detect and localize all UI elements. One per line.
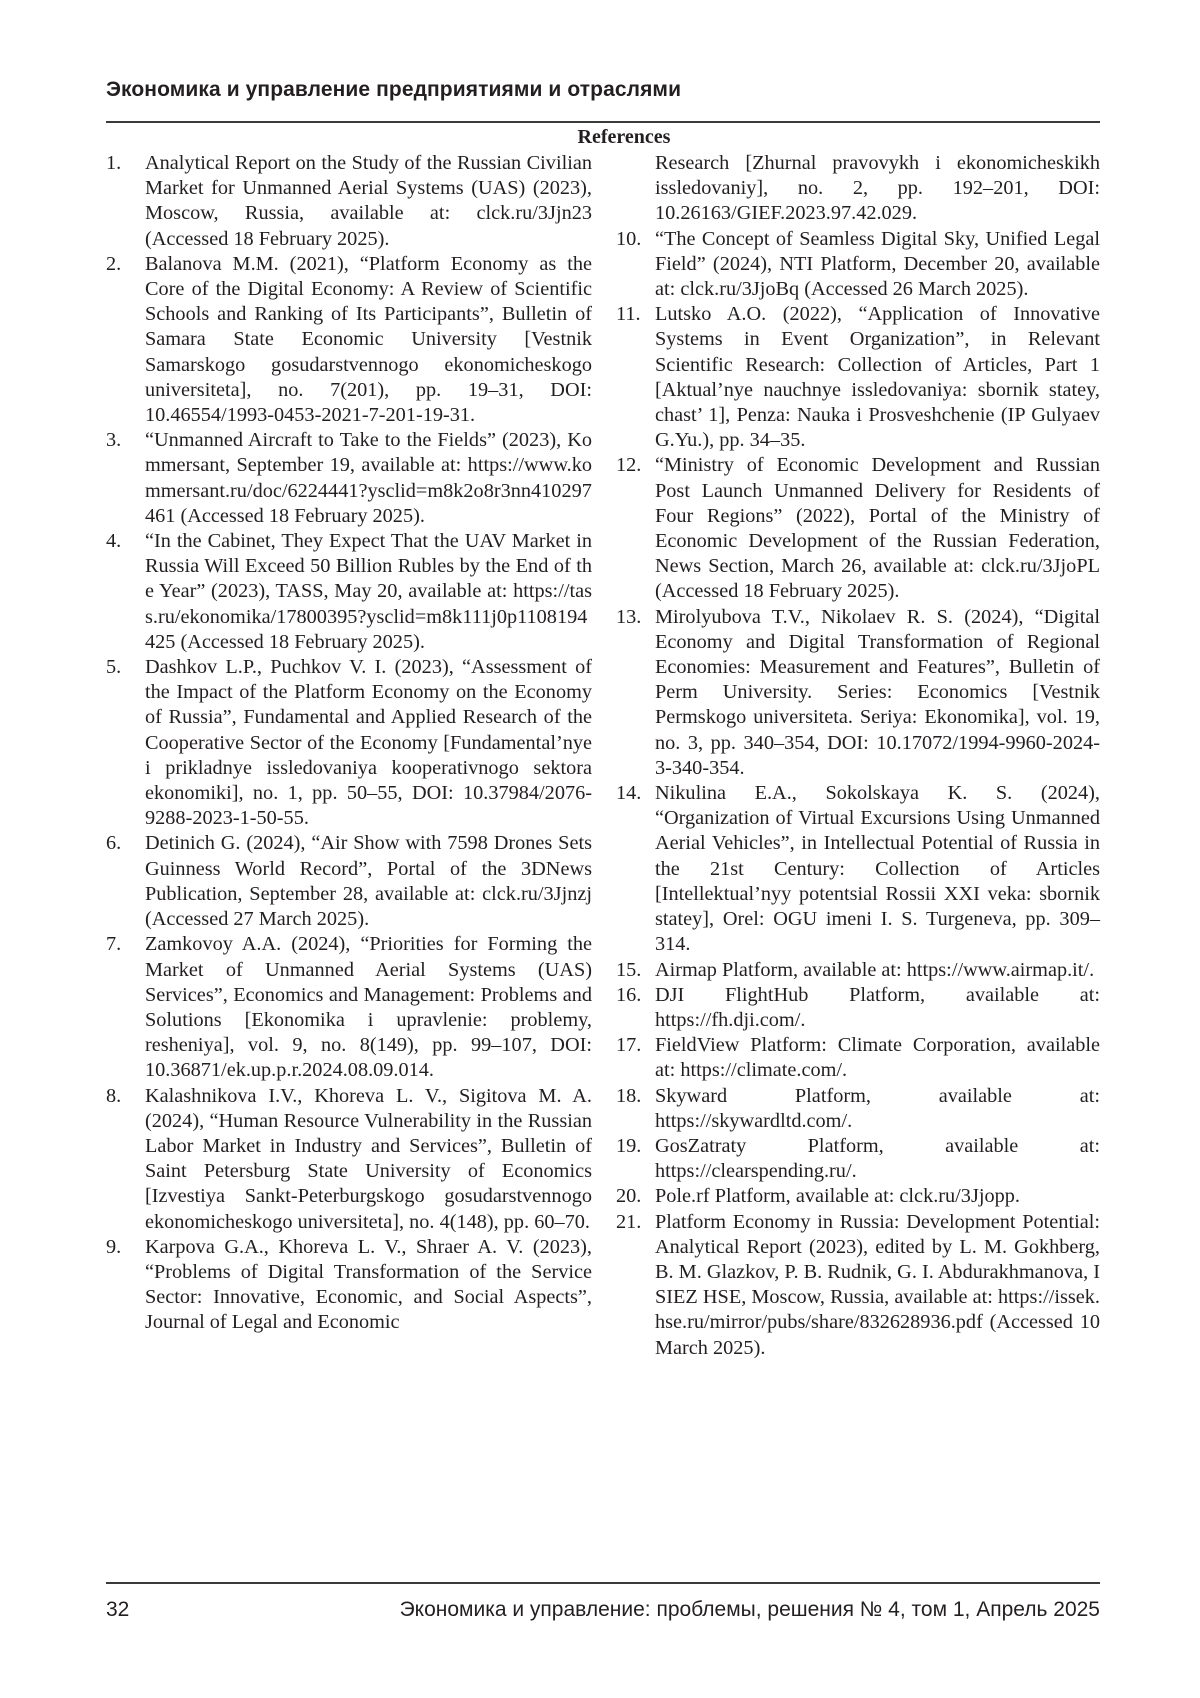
reference-item <box>616 453 1100 604</box>
reference-number: 14. <box>616 782 642 805</box>
reference-number: 13. <box>616 605 642 628</box>
reference-number: 21. <box>616 1210 642 1233</box>
reference-item <box>106 151 592 252</box>
running-head-title: Экономика и управление предприятиями и отраслями <box>106 78 682 101</box>
reference-item <box>106 428 592 529</box>
reference-item <box>616 227 1100 303</box>
reference-text: Detinich G. (2024), “Air Show with 7598 Drones Sets Guinness World Record”, Portal of the 3DNews Publication, September 28, available at: clck.ru/3Jjnzj (Accessed 27 March 2025). <box>145 832 592 931</box>
reference-item <box>106 1235 592 1336</box>
references-column-left <box>106 151 592 1336</box>
reference-item <box>106 1084 592 1235</box>
reference-item <box>616 1033 1100 1083</box>
reference-item <box>616 983 1100 1033</box>
reference-item <box>106 252 592 428</box>
reference-number: 9. <box>106 1235 122 1258</box>
reference-text: DJI FlightHub Platform, available at: https://fh.dji.com/. <box>655 983 1100 1031</box>
reference-text: Skyward Platform, available at: https://skywardltd.com/. <box>655 1084 1100 1132</box>
reference-text: Analytical Report on the Study of the Russian Civilian Market for Unmanned Aerial Systems (UAS) (2023), Moscow, Russia, available at: clck.ru/3Jjn23 (Accessed 18 February 2025). <box>145 152 592 250</box>
reference-text: GosZatraty Platform, available at: https://clearspending.ru/. <box>655 1134 1100 1183</box>
reference-number: 16. <box>616 983 642 1006</box>
reference-text: Kalashnikova I.V., Khoreva L. V., Sigitova M. A. (2024), “Human Resource Vulnerability in the Russian Labor Market in Industry and Services”, Bulletin of Saint Petersburg State University of Economics [Izvestiya Sankt-Peterburgskogo gosudarstvennogo ekonomicheskogo universiteta], no. 4(148), pp. 60–70. <box>145 1084 592 1233</box>
reference-number: 6. <box>106 832 122 855</box>
reference-text: Mirolyubova T.V., Nikolaev R. S. (2024), “Digital Economy and Digital Transformation of Regional Economies: Measurement and Features”, Bulletin of Perm University. Series: Economics [Vestnik Permskogo universiteta. Seriya: Ekonomika], vol. 19, no. 3, pp. 340–354, DOI: 10.17072/1994-9960-2024-3-340-354. <box>655 605 1100 779</box>
reference-item <box>106 655 592 831</box>
reference-number: 4. <box>106 530 122 553</box>
reference-continuation: Research [Zhurnal pravovykh i ekonomicheskikh issledovaniy], no. 2, pp. 192–201, DOI: 10.26163/GIEF.2023.97.42.029. <box>655 152 1100 225</box>
footer-rule <box>106 1582 1100 1584</box>
reference-item <box>616 605 1100 781</box>
reference-text: Zamkovoy A.A. (2024), “Priorities for Forming the Market of Unmanned Aerial Systems (UAS) Services”, Economics and Management: Problems and Solutions [Ekonomika i upravlenie: problemy, resheniya], vol. 9, no. 8(149), pp. 99–107, DOI: 10.36871/ek.up.p.r.2024.08.09.014. <box>145 933 592 1082</box>
journal-issue-info: Экономика и управление: проблемы, решения № 4, том 1, Апрель 2025 <box>399 1598 1100 1621</box>
reference-item <box>616 958 1100 983</box>
reference-item <box>616 302 1100 453</box>
reference-number: 10. <box>616 227 642 250</box>
reference-number: 19. <box>616 1134 642 1157</box>
reference-number: 18. <box>616 1084 642 1107</box>
reference-text: “The Concept of Seamless Digital Sky, Unified Legal Field” (2024), NTI Platform, December 20, available at: clck.ru/3JjoBq (Accessed 26 March 2025). <box>655 227 1100 301</box>
reference-item <box>616 1084 1100 1134</box>
references-heading: References <box>577 126 671 148</box>
reference-number: 11. <box>616 303 641 326</box>
reference-item <box>106 831 592 932</box>
reference-item <box>106 529 592 655</box>
reference-number: 2. <box>106 252 122 275</box>
reference-item <box>616 1184 1100 1209</box>
reference-text: FieldView Platform: Climate Corporation, available at: https://climate.com/. <box>655 1034 1100 1082</box>
reference-number: 5. <box>106 656 122 679</box>
reference-text: Dashkov L.P., Puchkov V. I. (2023), “Assessment of the Impact of the Platform Economy on the Economy of Russia”, Fundamental and Applied Research of the Cooperative Sector of the Economy [Fundamental’nye i prikladnye issledovaniya kooperativnogo sektora ekonomiki], no. 1, pp. 50–55, DOI: 10.37984/2076-9288-2023-1-50-55. <box>145 656 592 830</box>
header-rule <box>106 121 1100 123</box>
reference-number: 7. <box>106 933 122 956</box>
reference-item <box>616 1134 1100 1184</box>
reference-text: Nikulina E.A., Sokolskaya K. S. (2024), “Organization of Virtual Excursions Using Unmanned Aerial Vehicles”, in Intellectual Potential of Russia in the 21st Century: Collection of Articles [Intellektual’nyy potentsial Rossii XXI veka: sbornik statey], Orel: OGU imeni I. S. Turgeneva, pp. 309–314. <box>655 782 1100 956</box>
reference-text: Pole.rf Platform, available at: clck.ru/3Jjopp. <box>655 1185 1020 1208</box>
references-column-right <box>616 151 1100 1361</box>
reference-number: 17. <box>616 1034 642 1057</box>
reference-number: 8. <box>106 1084 122 1107</box>
reference-item <box>106 932 592 1083</box>
reference-text: “Ministry of Economic Development and Russian Post Launch Unmanned Delivery for Residents of Four Regions” (2022), Portal of the Ministry of Economic Development of the Russian Federation, News Section, March 26, available at: clck.ru/3JjoPL (Accessed 18 February 2025). <box>655 454 1100 603</box>
reference-number: 3. <box>106 429 122 452</box>
reference-text: Karpova G.A., Khoreva L. V., Shraer A. V. (2023), “Problems of Digital Transformation of the Service Sector: Innovative, Economic, and Social Aspects”, Journal of Legal and Economic <box>145 1235 592 1334</box>
reference-number: 20. <box>616 1185 642 1208</box>
reference-text: Lutsko A.O. (2022), “Application of Innovative Systems in Event Organization”, in Relevant Scientific Research: Collection of Articles, Part 1 [Aktual’nye nauchnye issledovaniya: sbornik statey, chast’ 1], Penza: Nauka i Prosveshchenie (IP Gulyaev G.Yu.), pp. 34–35. <box>655 303 1100 452</box>
reference-number: 12. <box>616 454 642 477</box>
reference-text: “In the Cabinet, They Expect That the UAV Market in Russia Will Exceed 50 Billion Rubles by the End of the Year” (2023), TASS, May 20, available at: https://tass.ru/ekonomika/17800395?ysclid=m8k111j0p1108194425 (Accessed 18 February 2025). <box>145 530 592 653</box>
reference-text: Balanova M.M. (2021), “Platform Economy as the Core of the Digital Economy: A Review of Scientific Schools and Ranking of Its Participants”, Bulletin of Samara State Economic University [Vestnik Samarskogo gosudarstvennogo ekonomicheskogo universiteta], no. 7(201), pp. 19–31, DOI: 10.46554/1993-0453-2021-7-201-19-31. <box>145 252 592 427</box>
reference-text: Platform Economy in Russia: Development Potential: Analytical Report (2023), edited by L. M. Gokhberg, B. M. Glazkov, P. B. Rudnik, G. I. Abdurakhmanova, ISIEZ HSE, Moscow, Russia, available at: https://issek.hse.ru/mirror/pubs/share/832628936.pdf (Accessed 10 March 2025). <box>655 1210 1100 1359</box>
reference-text: Airmap Platform, available at: https://www.airmap.it/. <box>655 958 1095 981</box>
reference-text: “Unmanned Aircraft to Take to the Fields” (2023), Kommersant, September 19, available at: https://www.kommersant.ru/doc/6224441?ysclid=m8k2o8r3nn410297461 (Accessed 18 February 2025). <box>145 429 592 527</box>
reference-item <box>616 781 1100 957</box>
reference-item <box>616 1210 1100 1361</box>
page-number: 32 <box>106 1598 130 1621</box>
page-footer <box>106 1598 1100 1622</box>
reference-number: 1. <box>106 152 122 174</box>
reference-number: 15. <box>616 958 642 981</box>
